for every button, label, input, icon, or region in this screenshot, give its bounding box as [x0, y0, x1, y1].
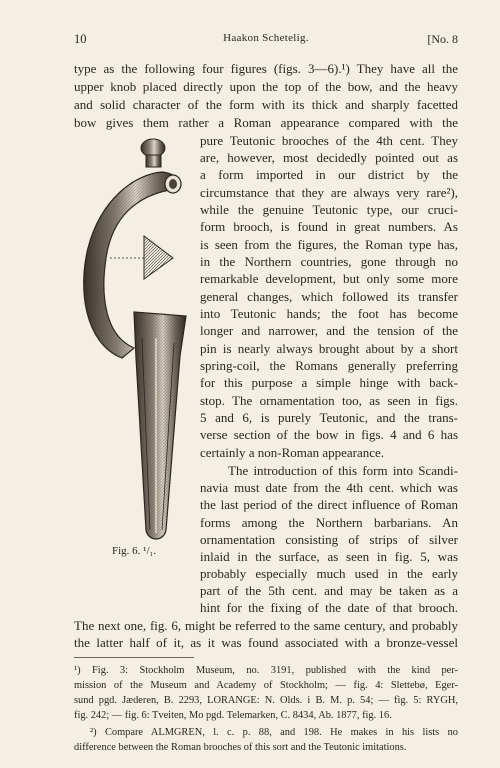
body-line: the last period of the direct influence of Roman	[200, 497, 458, 512]
page-number: 10	[74, 32, 87, 46]
body-line: stop. The ornamentation too, as seen in figs.	[200, 393, 458, 408]
footnote-line: ²) Compare ALMGREN, l. c. p. 88, and 198. He makes in his lists no	[90, 727, 458, 738]
footnote-line: difference between the Roman brooches of this sort and the Teutonic imitations.	[74, 742, 407, 753]
body-line: the latter half of it, as it was found associated with a bronze-vessel	[74, 635, 458, 650]
body-line: upper knob placed directly upon the top of the bow, and the heavy	[74, 79, 458, 94]
footnote-line: fig. 242; — fig. 6: Tveiten, Mo pgd. Telemarken, C. 8434, Ab. 1877, fig. 16.	[74, 710, 392, 721]
body-line: probably especially much used in the early	[200, 566, 458, 581]
body-line: is seen from the figures, the Roman type has,	[200, 237, 458, 252]
running-title: Haakon Schetelig.	[223, 32, 309, 44]
body-line: circumstance that they are always very rare²),	[200, 185, 458, 200]
body-line: while the genuine Teutonic type, our cruci-	[200, 202, 458, 217]
page-header	[74, 32, 458, 50]
body-line: into Teutonic hands; the foot has become	[200, 306, 458, 321]
body-line: type as the following four figures (figs. 3—6).¹) They have all the	[74, 61, 458, 76]
body-line: bow gives them rather a Roman appearance compared with the	[74, 115, 458, 130]
body-line: hint for the fixing of the date of that brooch.	[200, 600, 458, 615]
body-line: navia must date from the 4th cent. which was	[200, 480, 458, 495]
footnote-line: ¹) Fig. 3: Stockholm Museum, no. 3191, published with the kind per-	[74, 665, 458, 676]
body-line: and solid character of the form with its thick and sharply facetted	[74, 97, 458, 112]
brooch-illustration	[76, 138, 196, 550]
body-line: longer and narrower, and the tension of the	[200, 323, 458, 338]
body-line: ornamentation consisting of strips of silver	[200, 532, 458, 547]
body-line: The introduction of this form into Scandi-	[228, 463, 458, 478]
body-line: remarkable development, but only some more	[200, 271, 458, 286]
figure-caption: Fig. 6. ¹/₁.	[112, 545, 157, 557]
body-line: are, however, most decidedly pointed out as	[200, 150, 458, 165]
body-line: form brooch, is found in great numbers. As	[200, 219, 458, 234]
body-line: spring-coil, the Romans generally preferring	[200, 358, 458, 373]
footnote-rule	[74, 657, 194, 658]
body-line: a form imported in our district by the	[200, 167, 458, 182]
body-line: The next one, fig. 6, might be referred to the same century, and probably	[74, 618, 458, 633]
body-line: pure Teutonic brooches of the 4th cent. They	[200, 133, 458, 148]
body-line: part of the 5th cent. and may be taken as a	[200, 583, 458, 598]
body-line: general changes, which followed its transfer	[200, 289, 458, 304]
footnote-line: mission of the Museum and Academy of Stockholm; — fig. 4: Slettebø, Eger-	[74, 680, 458, 691]
body-line: certainly a non-Roman appearance.	[200, 445, 385, 460]
body-line: verse section of the bow in figs. 4 and 6 has	[200, 427, 458, 442]
footnote-line: sund pgd. Jæderen, B. 2293, LORANGE: N. Olds. i B. M. p. 54; — fig. 5: RYGH,	[74, 695, 458, 706]
body-line: pin is nearly always brought about by a short	[200, 341, 458, 356]
section-number: [No. 8	[427, 32, 458, 46]
body-line: forms among the Northern barbarians. An	[200, 515, 458, 530]
body-line: inlaid in the surface, as seen in fig. 5, was	[200, 549, 458, 564]
body-line: for this purpose a simple hinge with back-	[200, 375, 458, 390]
body-line: 5 and 6, is purely Teutonic, and the trans-	[200, 410, 458, 425]
body-line: in the Northern countries, gone through no	[200, 254, 458, 269]
